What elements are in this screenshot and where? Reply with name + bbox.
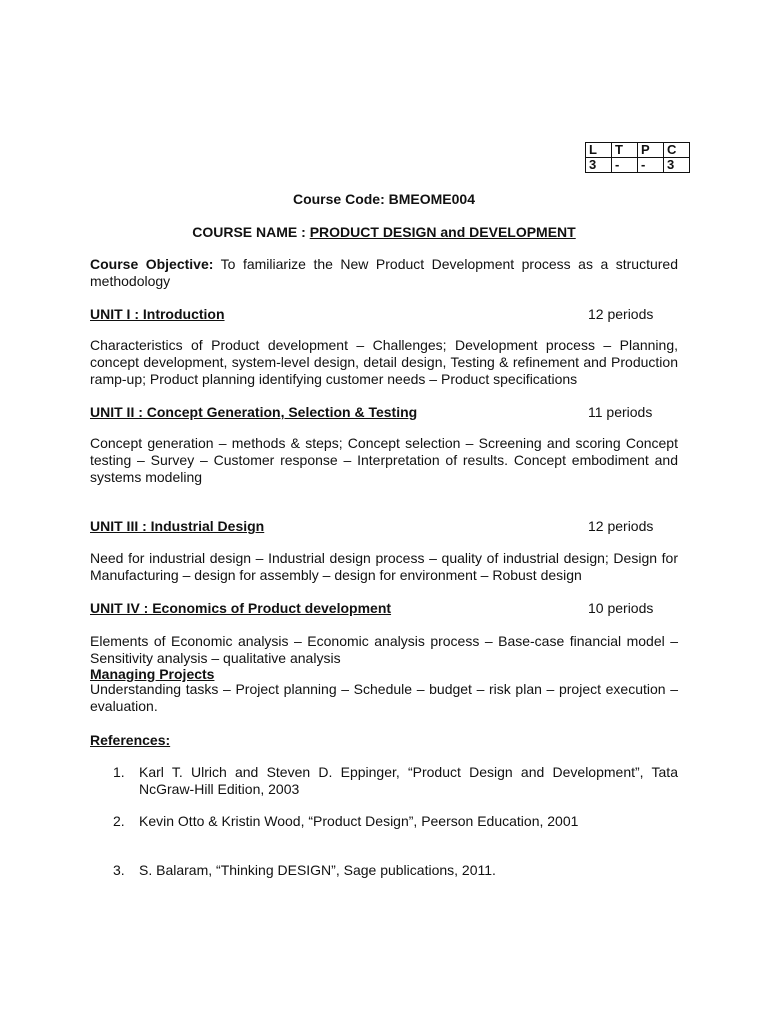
managing-line-1: Understanding tasks – Project planning – Schedule – budget – risk plan – project execution – [90, 681, 678, 697]
unit-4-line-2: Sensitivity analysis – qualitative analysis [90, 650, 341, 666]
ltpc-header-p: P [638, 143, 664, 158]
reference-1-line-1: Karl T. Ulrich and Steven D. Eppinger, “Product Design and Development”, Tata [139, 764, 678, 780]
unit-1-periods: 12 periods [588, 306, 654, 322]
ltpc-header-c: C [664, 143, 690, 158]
unit-4-periods: 10 periods [588, 600, 654, 616]
ltpc-value-row [586, 158, 690, 173]
ltpc-value-c: 3 [664, 158, 690, 173]
objective-line-2: methodology [90, 273, 171, 289]
unit-4-line-1: Elements of Economic analysis – Economic analysis process – Base-case financial model – [90, 633, 678, 649]
unit-4-content [90, 633, 678, 667]
objective-line-1 [90, 256, 678, 273]
course-code: Course Code: BMEOME004 [292, 191, 476, 207]
reference-1-number: 1. [113, 764, 125, 780]
reference-2-line-1: Kevin Otto & Kristin Wood, “Product Design”, Peerson Education, 2001 [139, 813, 579, 829]
course-name-label: COURSE NAME : [192, 224, 310, 240]
managing-line-2: evaluation. [90, 698, 158, 714]
unit-1-line-2: concept development, system-level design, detail design, Testing & refinement and Production [90, 354, 678, 370]
reference-1-text [139, 764, 678, 798]
reference-3-number: 3. [113, 862, 125, 878]
reference-2-text [139, 813, 678, 830]
unit-1-line-3: ramp-up; Product planning identifying customer needs – Product specifications [90, 371, 578, 387]
ltpc-value-t: - [612, 158, 638, 173]
reference-1-line-2: NcGraw-Hill Edition, 2003 [139, 781, 300, 797]
unit-1-line-1: Characteristics of Product development – Challenges; Development process – Planning, [90, 337, 678, 353]
unit-2-title: UNIT II : Concept Generation, Selection & Testing [90, 404, 418, 420]
ltpc-header-l: L [586, 143, 612, 158]
unit-3-content [90, 550, 678, 584]
unit-3-line-2: Manufacturing – design for assembly – design for environment – Robust design [90, 567, 582, 583]
unit-3-periods: 12 periods [588, 518, 654, 534]
ltpc-value-l: 3 [586, 158, 612, 173]
unit-2-line-3: systems modeling [90, 469, 203, 485]
unit-1-content [90, 337, 678, 388]
references-title: References: [90, 732, 171, 748]
unit-3-line-1: Need for industrial design – Industrial design process – quality of industrial design; Design for [90, 550, 678, 566]
objective-label: Course Objective: [90, 256, 214, 272]
unit-1-title: UNIT I : Introduction [90, 306, 225, 322]
unit-2-line-2: testing – Survey – Customer response – Interpretation of results. Concept embodiment and [90, 452, 678, 468]
unit-3-title: UNIT III : Industrial Design [90, 518, 265, 534]
ltpc-header-t: T [612, 143, 638, 158]
unit-4-title: UNIT IV : Economics of Product development [90, 600, 392, 616]
ltpc-header-row [586, 143, 690, 158]
unit-2-periods: 11 periods [588, 404, 653, 420]
course-objective [90, 256, 678, 290]
ltpc-table [585, 142, 690, 173]
course-name-line [0, 224, 768, 240]
managing-projects-content [90, 681, 678, 715]
unit-2-line-1: Concept generation – methods & steps; Concept selection – Screening and scoring Concept [90, 435, 678, 451]
course-name: PRODUCT DESIGN and DEVELOPMENT [309, 224, 576, 240]
unit-2-content [90, 435, 678, 486]
reference-2-number: 2. [113, 813, 125, 829]
objective-text-1: To familiarize the New Product Development process as a structured [213, 256, 678, 272]
reference-3-line-1: S. Balaram, “Thinking DESIGN”, Sage publications, 2011. [139, 862, 496, 878]
reference-3-text [139, 862, 678, 879]
ltpc-value-p: - [638, 158, 664, 173]
managing-projects-title: Managing Projects [90, 666, 215, 682]
